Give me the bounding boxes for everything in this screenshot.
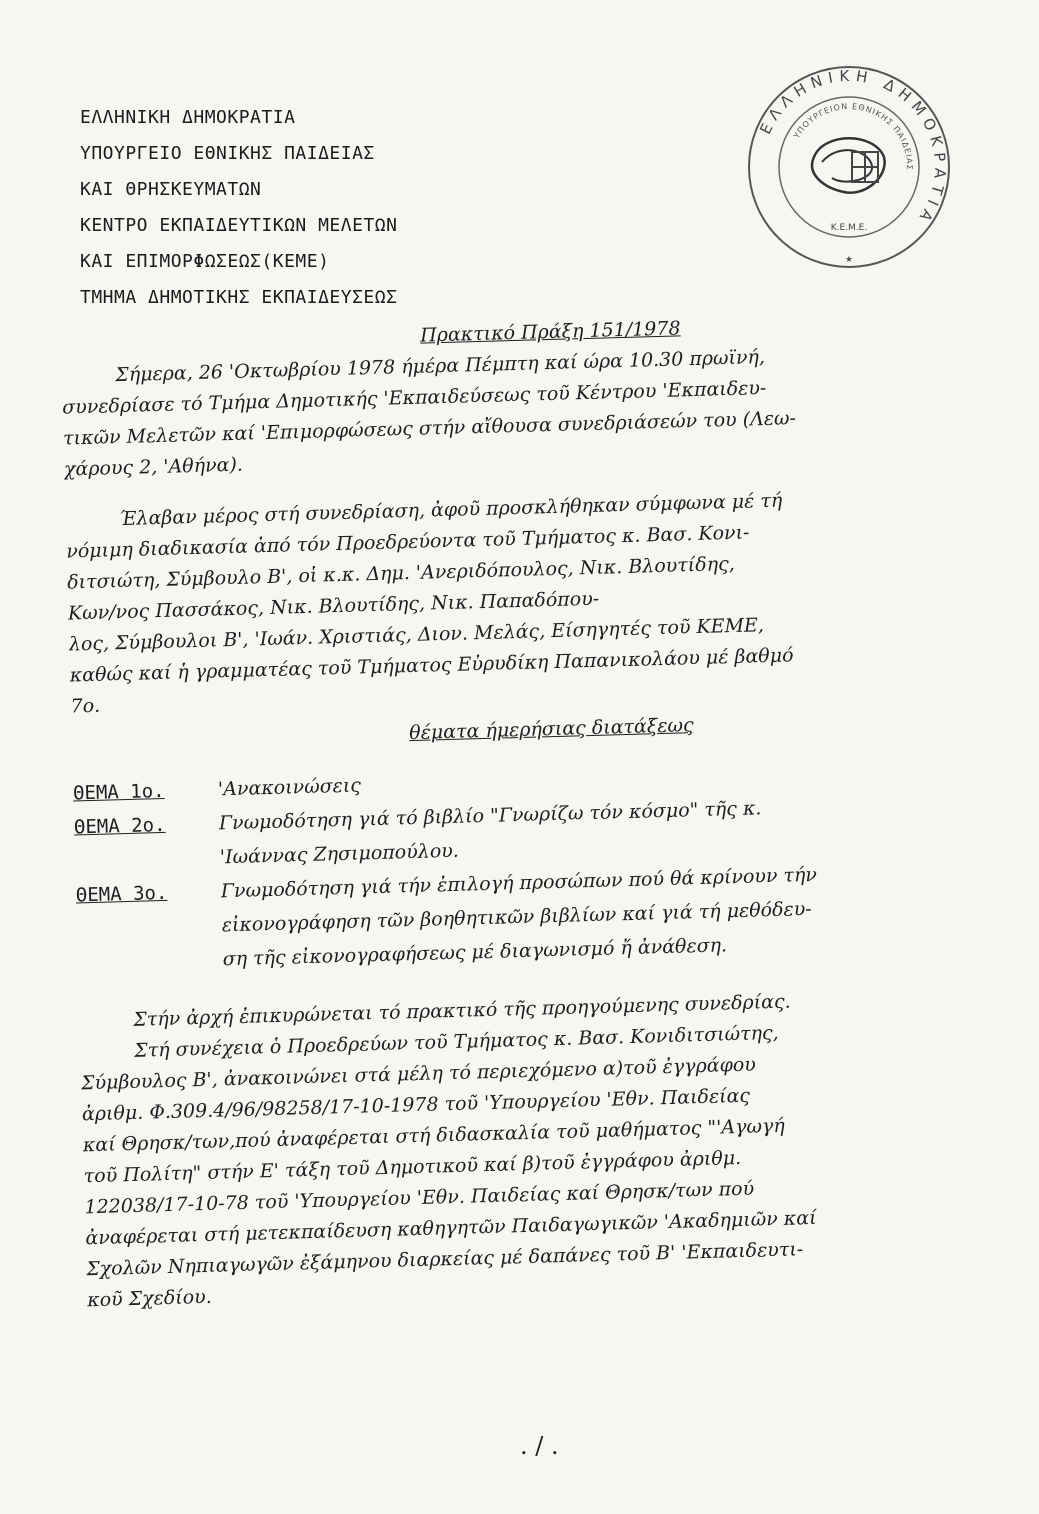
letterhead-line: ΚΑΙ ΘΡΗΣΚΕΥΜΑΤΩΝ: [80, 179, 262, 200]
topic-text: 'Ιωάννας Ζησιμοπούλου.: [219, 839, 460, 869]
intro-line: χάρους 2, 'Αθήνα).: [63, 453, 244, 481]
attendance-line: Έλαβαν μέρος στή συνεδρίαση, ἀφοῦ προσκλήθηκαν σύμφωνα μέ τή: [119, 489, 783, 531]
seal-bottom-text: Κ.Ε.Μ.Ε.: [830, 223, 868, 233]
letterhead-line: ΕΛΛΗΝΙΚΗ ΔΗΜΟΚΡΑΤΙΑ: [80, 107, 296, 128]
minutes-line: Σχολῶν Νηπιαγωγῶν ἐξάμηνου διαρκείας μέ δαπάνες τοῦ Β' 'Εκπαιδευτι-: [86, 1238, 804, 1281]
attendance-line: νόμιμη διαδικασία ἀπό τόν Προεδρεύοντα τοῦ Τμήματος κ. Βασ. Κονι-: [65, 521, 750, 563]
seal-outer-text: ΕΛΛΗΝΙΚΗ ΔΗΜΟΚΡΑΤΙΑ: [756, 66, 950, 230]
attendance-line: 7ο.: [70, 694, 101, 718]
topic-text: Γνωμοδότηση γιά τήν ἐπιλογή προσώπων πού θά κρίνουν τήν: [220, 863, 818, 903]
minutes-line: Στή συνέχεια ὁ Προεδρεύων τοῦ Τμήματος κ. Βασ. Κονιδιτσιώτης,: [133, 1021, 779, 1062]
topic-label: ΘΕΜΑ 2ο.: [73, 813, 166, 839]
intro-line: Σήμερα, 26 'Οκτωβρίου 1978 ήμέρα Πέμπτη καί ώρα 10.30 πρωϊνή,: [115, 346, 766, 387]
minutes-line: 122038/17-10-78 τοῦ 'Υπουργείου 'Εθν. Παιδείας καί Θρησκ/των πού: [84, 1177, 755, 1219]
minutes-line: Στήν ἀρχή ἐπικυρώνεται τό πρακτικό τῆς προηγούμενης συνεδρίας.: [133, 990, 791, 1031]
attendance-line: καθώς καί ἡ γραμματέας τοῦ Τμήματος Εὐρυδίκη Παπανικολάου μέ βαθμό: [69, 644, 794, 687]
agenda-title: θέματα ήμερήσιας διατάξεως: [408, 714, 694, 745]
attendance-line: λος, Σύμβουλοι Β', 'Ιωάν. Χριστιάς, Διον. Μελάς, Είσηγητές τοῦ ΚΕΜΕ,: [68, 614, 765, 656]
topic-text: Γνωμοδότηση γιά τό βιβλίο "Γνωρίζω τόν κόσμο" τῆς κ.: [218, 797, 762, 835]
minutes-body: [60, 306, 987, 1317]
intro-line: συνεδρίασε τό Τμήμα Δημοτικής 'Εκπαιδεύσεως τοῦ Κέντρου 'Εκπαιδευ-: [61, 376, 767, 419]
intro-line: τικῶν Μελετῶν καί 'Επιμορφώσεως στήν αἴθουσα συνεδριάσεών του (Λεω-: [62, 407, 797, 450]
minutes-line: ἀριθμ. Φ.309.4/96/98258/17-10-1978 τοῦ 'Υπουργείου 'Εθν. Παιδείας: [81, 1084, 751, 1126]
act-title: Πρακτικό Πράξη 151/1978: [419, 317, 681, 347]
topic-label: ΘΕΜΑ 1ο.: [72, 779, 165, 805]
letterhead-line: ΥΠΟΥΡΓΕΙΟ ΕΘΝΙΚΗΣ ΠΑΙΔΕΙΑΣ: [80, 143, 375, 164]
minutes-line: τοῦ Πολίτη" στήν Ε' τάξη τοῦ Δημοτικοῦ καί β)τοῦ ἐγγράφου ἀριθμ.: [83, 1146, 742, 1188]
minutes-line: καί Θρησκ/των,πού ἀναφέρεται στή διδασκαλία τοῦ μαθήματος "'Αγωγή: [82, 1114, 785, 1157]
topic-text: 'Ανακοινώσεις: [217, 774, 362, 801]
topic-text: ση τῆς εἰκονογραφήσεως μέ διαγωνισμό ἤ ἀνάθεση.: [222, 934, 728, 971]
minutes-line: Σύμβουλος Β', ἀνακοινώνει στά μέλη τό περιεχόμενο α)τοῦ ἐγγράφου: [80, 1053, 757, 1095]
minutes-line: ἀναφέρεται στή μετεκπαίδευση καθηγητῶν Παιδαγωγικῶν 'Ακαδημιῶν καί: [85, 1206, 817, 1250]
seal-star-icon: ★: [845, 251, 853, 265]
attendance-line: Κων/νος Πασσάκος, Νικ. Βλουτίδης, Νικ. Παπαδόπου-: [67, 587, 600, 625]
attendance-line: διτσιώτη, Σύμβουλο Β', οἱ κ.κ. Δημ. 'Ανεριδόπουλος, Νικ. Βλουτίδης,: [66, 552, 736, 594]
topic-text: εἰκονογράφηση τῶν βοηθητικῶν βιβλίων καί γιά τή μεθόδευ-: [221, 897, 812, 937]
letterhead-line: ΚΕΝΤΡΟ ΕΚΠΑΙΔΕΥΤΙΚΩΝ ΜΕΛΕΤΩΝ: [80, 215, 398, 236]
page-continuation-mark: . / .: [520, 1432, 559, 1460]
letterhead-line: ΤΜΗΜΑ ΔΗΜΟΤΙΚΗΣ ΕΚΠΑΙΔΕΥΣΕΩΣ: [80, 287, 398, 308]
seal-inner-text: ΥΠΟΥΡΓΕΙΟΝ ΕΘΝΙΚΗΣ ΠΑΙΔΕΙΑΣ: [792, 101, 915, 171]
letterhead-line: ΚΑΙ ΕΠΙΜΟΡΦΩΣΕΩΣ(ΚΕΜΕ): [80, 251, 330, 272]
minutes-line: κοῦ Σχεδίου.: [86, 1285, 213, 1312]
topic-label: ΘΕΜΑ 3ο.: [75, 881, 168, 907]
